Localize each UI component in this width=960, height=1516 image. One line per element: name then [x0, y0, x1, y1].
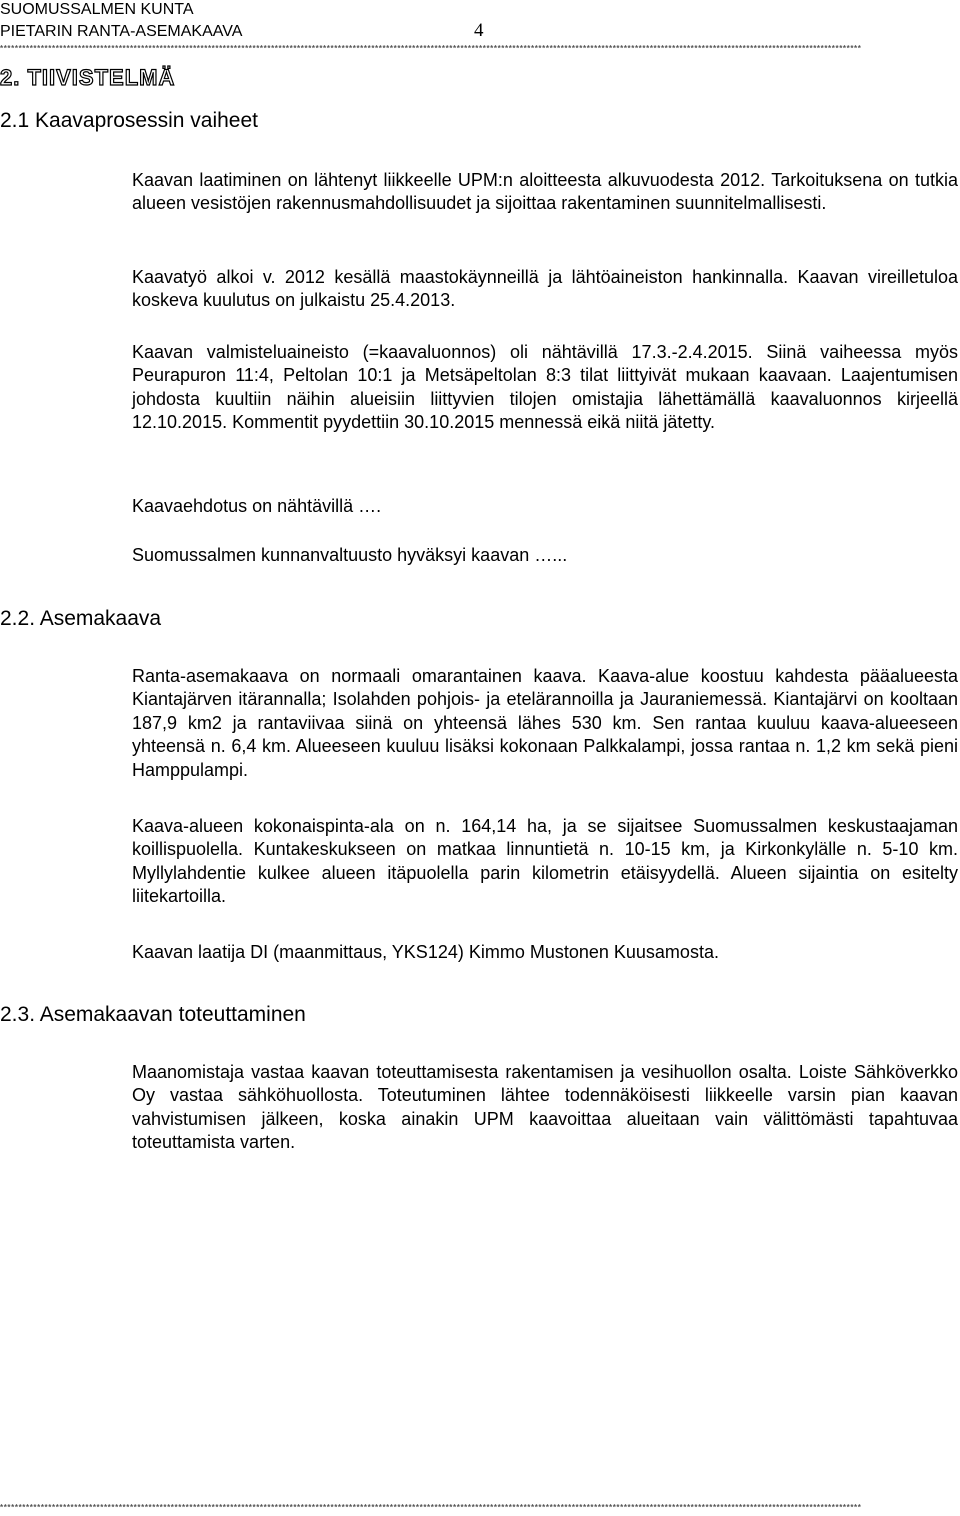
paragraph: Kaavan laatija DI (maanmittaus, YKS124) Kimmo Mustonen Kuusamosta. — [132, 942, 719, 962]
plan-name: PIETARIN RANTA-ASEMAKAAVA — [0, 23, 243, 40]
page-number: 4 — [474, 20, 484, 41]
paragraph: Kaavan laatiminen on lähtenyt liikkeelle UPM:n aloitteesta alkuvuodesta 2012. Tarkoituksena on tutkia alueen vesistöjen rakennusmahdollisuudet ja sijoittaa rakentaminen suunnitelmallisesti. — [132, 170, 958, 214]
footer-separator: **************************************************************************************************************************************************************************************************************************************** — [0, 1503, 862, 1512]
paragraph: Kaava-alueen kokonaispinta-ala on n. 164,14 ha, ja se sijaitsee Suomussalmen keskustaajaman koillispuolella. Kuntakeskukseen on matkaa linnuntietä n. 10-15 km, ja Kirkonkylälle n. 5-10 km. Myllylahdentie kulkee alueen itäpuolella parin kilometrin etäisyydellä. Alueen sijaintia on esitelty liitekartoilla. — [132, 816, 958, 907]
municipality-name: SUOMUSSALMEN KUNTA — [0, 1, 194, 18]
header-separator: **************************************************************************************************************************************************************************************************************************************** — [0, 44, 862, 53]
paragraph: Suomussalmen kunnanvaltuusto hyväksyi kaavan …... — [132, 545, 568, 565]
paragraph: Kaavaehdotus on nähtävillä …. — [132, 496, 382, 516]
paragraph: Ranta-asemakaava on normaali omarantainen kaava. Kaava-alue koostuu kahdesta pääalueesta Kiantajärven itärannalla; Isolahden pohjois- ja etelärannoilla ja Jauraniemessä. Kiantajärvi on kooltaan 187,9 km2 ja rantaviivaa siinä on yhteensä lähes 530 km. Sen rantaa kuuluu kaava-alueeseen yhteensä n. 6,4 km. Alueeseen kuuluu lisäksi kokonaan Palkkalampi, jossa rantaa n. 1,2 km sekä pieni Hamppulampi. — [132, 666, 958, 780]
subsection-title: 2.1 Kaavaprosessin vaiheet — [0, 109, 258, 132]
section-title: 2. TIIVISTELMÄ — [0, 65, 176, 90]
paragraph: Maanomistaja vastaa kaavan toteuttamisesta rakentamisen ja vesihuollon osalta. Loiste Sähköverkko Oy vastaa sähköhuollosta. Toteutuminen lähtee todennäköisesti liikkeelle varsin pian kaavan vahvistumisen jälkeen, koska ainakin UPM kaavoittaa alueitaan vain välittömästi tapahtuvaa toteuttamista varten. — [132, 1062, 958, 1153]
subsection-title: 2.3. Asemakaavan toteuttaminen — [0, 1003, 306, 1026]
subsection-title: 2.2. Asemakaava — [0, 607, 162, 630]
paragraph: Kaavan valmisteluaineisto (=kaavaluonnos) oli nähtävillä 17.3.-2.4.2015. Siinä vaiheessa myös Peurapuron 11:4, Peltolan 10:1 ja Metsäpeltolan 8:3 tilat liittyivät mukaan kaavaan. Laajentumisen johdosta kuultiin näihin alueisiin liittyvien tilojen omistajia lähettämällä kaavaluonnos kirjeellä 12.10.2015. Kommentit pyydettiin 30.10.2015 mennessä eikä niitä jätetty. — [132, 342, 958, 433]
paragraph: Kaavatyö alkoi v. 2012 kesällä maastokäynneillä ja lähtöaineiston hankinnalla. Kaavan vireilletuloa koskeva kuulutus on julkaistu 25.4.2013. — [132, 267, 958, 311]
